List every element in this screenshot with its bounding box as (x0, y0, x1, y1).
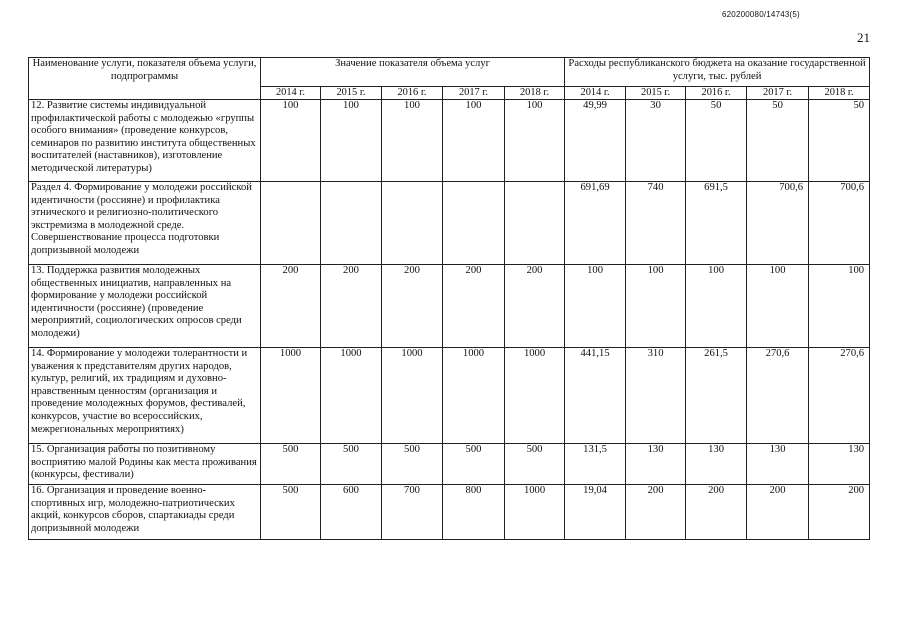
volume-cell: 1000 (443, 348, 505, 444)
expense-cell: 131,5 (565, 444, 626, 485)
row-name: 16. Организация и проведение военно-спортивных игр, молодежно-патриотических акций, конкурсов сборов, спартакиады среди допризывной молодежи (29, 485, 261, 540)
expense-cell: 691,69 (565, 182, 626, 265)
expense-cell: 270,6 (809, 348, 870, 444)
expense-cell: 50 (747, 100, 809, 182)
expense-cell: 100 (809, 265, 870, 348)
volume-cell: 100 (261, 100, 321, 182)
volume-cell (261, 182, 321, 265)
expense-cell: 30 (626, 100, 686, 182)
volume-cell (321, 182, 382, 265)
expense-cell: 200 (747, 485, 809, 540)
volume-cell: 200 (321, 265, 382, 348)
volume-cell: 500 (443, 444, 505, 485)
year-header-expense: 2014 г. (565, 87, 626, 100)
row-name: 15. Организация работы по позитивному восприятию малой Родины как места проживания (конкурсы, фестивали) (29, 444, 261, 485)
column-group-expense: Расходы республиканского бюджета на оказание государственной услуги, тыс. рублей (565, 58, 870, 87)
expense-cell: 270,6 (747, 348, 809, 444)
expense-cell: 200 (686, 485, 747, 540)
volume-cell: 100 (382, 100, 443, 182)
expense-cell: 100 (626, 265, 686, 348)
volume-cell: 100 (321, 100, 382, 182)
table-row (29, 485, 870, 540)
expense-cell: 50 (686, 100, 747, 182)
expense-cell: 700,6 (809, 182, 870, 265)
table-row (29, 265, 870, 348)
expense-cell: 100 (747, 265, 809, 348)
volume-cell: 100 (505, 100, 565, 182)
volume-cell: 100 (443, 100, 505, 182)
expense-cell: 441,15 (565, 348, 626, 444)
expense-cell: 130 (626, 444, 686, 485)
volume-cell: 600 (321, 485, 382, 540)
volume-cell: 500 (321, 444, 382, 485)
expense-cell: 200 (809, 485, 870, 540)
expense-cell: 310 (626, 348, 686, 444)
header-row-groups (29, 58, 870, 87)
page-number: 21 (857, 30, 870, 45)
table-row (29, 100, 870, 182)
volume-cell: 500 (261, 485, 321, 540)
volume-cell: 1000 (261, 348, 321, 444)
expense-cell: 700,6 (747, 182, 809, 265)
year-header-expense: 2017 г. (747, 87, 809, 100)
volume-cell: 200 (261, 265, 321, 348)
volume-cell: 200 (443, 265, 505, 348)
volume-cell: 800 (443, 485, 505, 540)
volume-cell: 1000 (505, 348, 565, 444)
year-header-volume: 2017 г. (443, 87, 505, 100)
volume-cell: 700 (382, 485, 443, 540)
expense-cell: 200 (626, 485, 686, 540)
volume-cell (505, 182, 565, 265)
expense-cell: 49,99 (565, 100, 626, 182)
expense-cell: 130 (809, 444, 870, 485)
row-name: 14. Формирование у молодежи толерантности и уважения к представителям других народов, культур, религий, их традициям и духовно-нравственным ценностям (организация и проведение молодежных форумов, фестивалей, конкурсов, участие во всероссийских, межрегиональных мероприятиях) (29, 348, 261, 444)
expense-cell: 130 (686, 444, 747, 485)
expense-cell: 19,04 (565, 485, 626, 540)
document-id: 620200080/14743(5) (722, 10, 800, 19)
table-row (29, 182, 870, 265)
volume-cell: 1000 (505, 485, 565, 540)
column-group-volume: Значение показателя объема услуг (261, 58, 565, 87)
services-table (28, 57, 870, 540)
volume-cell: 1000 (321, 348, 382, 444)
volume-cell: 500 (382, 444, 443, 485)
year-header-expense: 2015 г. (626, 87, 686, 100)
year-header-volume: 2016 г. (382, 87, 443, 100)
column-header-name: Наименование услуги, показателя объема услуги, подпрограммы (29, 58, 261, 100)
expense-cell: 691,5 (686, 182, 747, 265)
expense-cell: 100 (565, 265, 626, 348)
volume-cell: 200 (505, 265, 565, 348)
row-name: 13. Поддержка развития молодежных общественных инициатив, направленных на формирование у молодежи российской идентичности (россияне) (проведение мероприятий, социологических опросов среди молодежи) (29, 265, 261, 348)
table-row (29, 444, 870, 485)
year-header-expense: 2018 г. (809, 87, 870, 100)
row-name: Раздел 4. Формирование у молодежи российской идентичности (россияне) и профилактика этнического и религиозно-политического экстремизма в молодежной среде. Совершенствование процесса подготовки допризывной молодежи (29, 182, 261, 265)
volume-cell: 500 (505, 444, 565, 485)
expense-cell: 740 (626, 182, 686, 265)
expense-cell: 50 (809, 100, 870, 182)
year-header-expense: 2016 г. (686, 87, 747, 100)
expense-cell: 261,5 (686, 348, 747, 444)
volume-cell (443, 182, 505, 265)
row-name: 12. Развитие системы индивидуальной профилактической работы с молодежью «группы особого внимания» (проведение конкурсов, семинаров по развитию института общественных воспитателей (наставников), изготовление методической литературы) (29, 100, 261, 182)
year-header-volume: 2014 г. (261, 87, 321, 100)
year-header-volume: 2015 г. (321, 87, 382, 100)
table-row (29, 348, 870, 444)
expense-cell: 100 (686, 265, 747, 348)
volume-cell (382, 182, 443, 265)
volume-cell: 500 (261, 444, 321, 485)
expense-cell: 130 (747, 444, 809, 485)
volume-cell: 200 (382, 265, 443, 348)
year-header-volume: 2018 г. (505, 87, 565, 100)
volume-cell: 1000 (382, 348, 443, 444)
